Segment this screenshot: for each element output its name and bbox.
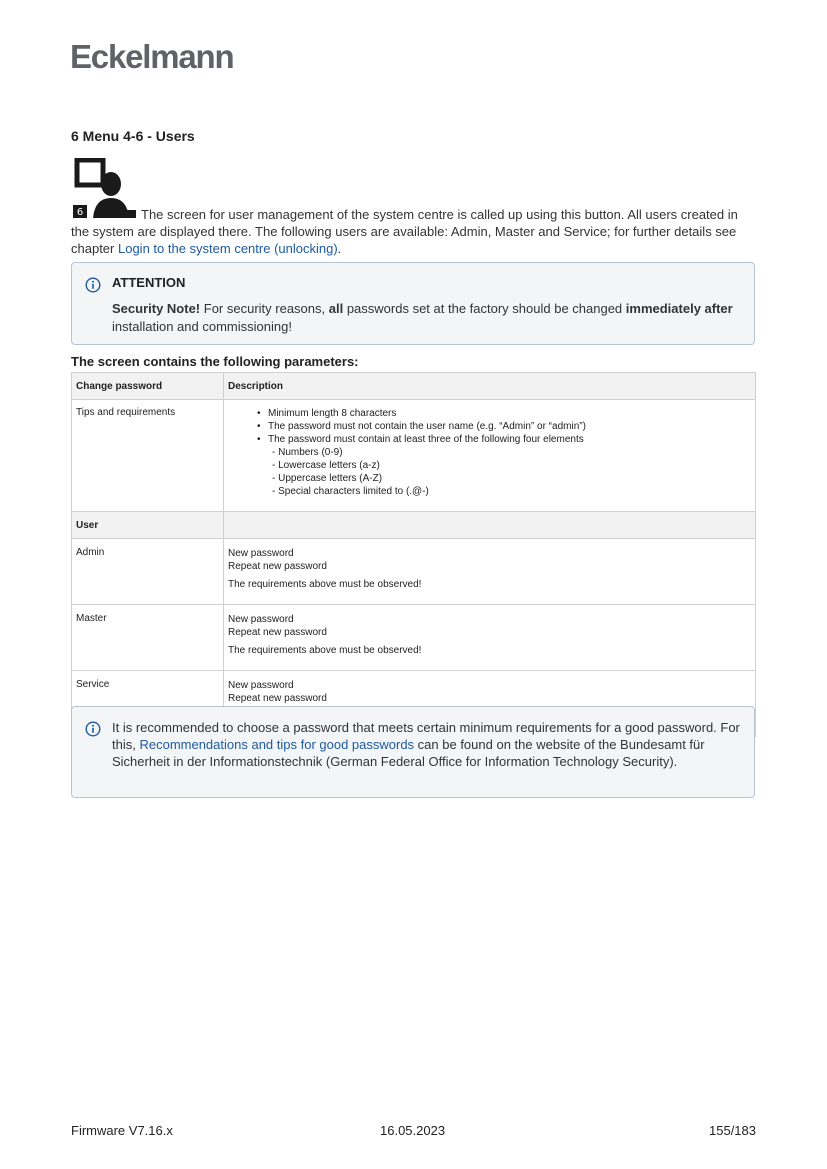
user-name: Admin (72, 539, 224, 605)
info-icon (85, 277, 101, 293)
intro-paragraph: The screen for user management of the system centre is called up using this button. All users created in the system are displayed there. The following users are available: Admin, Master and Service; for further details see chapter Login to the system centre (unlocking). (71, 207, 738, 256)
eckelmann-logo: Eckelmann (70, 38, 234, 75)
attention-title: ATTENTION (112, 275, 186, 290)
tip-text: It is recommended to choose a password that meets certain minimum requirements for a good password. For this, Recommendations and tips for good passwords can be found on the website of the Bundesamt für Sicherheit in der Informationstechnik (German Federal Office for Information Technology Security). (112, 720, 740, 769)
attention-text: Security Note! For security reasons, all passwords set at the factory should be changed immediately after installation and commissioning! (112, 301, 733, 334)
chapter-title: 6 Menu 4-6 - Users (71, 128, 195, 144)
footer-date: 16.05.2023 (380, 1123, 446, 1138)
user-description: New password Repeat new password (224, 671, 756, 737)
header-change-password: Change password (72, 373, 224, 400)
user-description: New password Repeat new password The requirements above must be observed! (224, 539, 756, 605)
header-user-description (224, 512, 756, 539)
link-login-system-centre[interactable]: Login to the system centre (unlocking) (117, 241, 338, 256)
info-icon (85, 721, 101, 737)
user-name: Service (72, 671, 224, 737)
tips-label: Tips and requirements (72, 400, 224, 512)
tip-box (71, 706, 755, 798)
table-row (72, 539, 756, 605)
user-name: Master (72, 605, 224, 671)
requirement-subitem: - Lowercase letters (a-z) (272, 460, 380, 471)
footer-page-number: 155/183 (709, 1123, 756, 1138)
tips-description (224, 400, 756, 512)
requirement-item: • The password must contain at least three of the following four elements (268, 433, 751, 446)
footer-firmware: Firmware V7.16.x (71, 1123, 173, 1138)
table-header-row (72, 373, 756, 400)
header-description: Description (224, 373, 756, 400)
icon-badge-number: 6 (76, 207, 84, 218)
requirement-subitem: - Numbers (0-9) (272, 447, 343, 458)
requirement-item: • The password must not contain the user name (e.g. “Admin” or “admin”) (268, 420, 751, 433)
requirement-subitem: - Special characters limited to (.@-) (272, 486, 429, 497)
attention-box (71, 262, 755, 345)
table-caption: The screen contains the following parameters: (71, 354, 359, 369)
requirement-item: • Minimum length 8 characters (268, 407, 751, 420)
header-user: User (72, 512, 224, 539)
table-row (72, 400, 756, 512)
requirement-subitem: - Uppercase letters (A-Z) (272, 473, 383, 484)
parameters-table (71, 372, 756, 737)
table-row (72, 605, 756, 671)
table-user-header-row (72, 512, 756, 539)
user-description: New password Repeat new password The requirements above must be observed! (224, 605, 756, 671)
link-password-recommendations[interactable]: Recommendations and tips for good passwords (139, 737, 415, 752)
